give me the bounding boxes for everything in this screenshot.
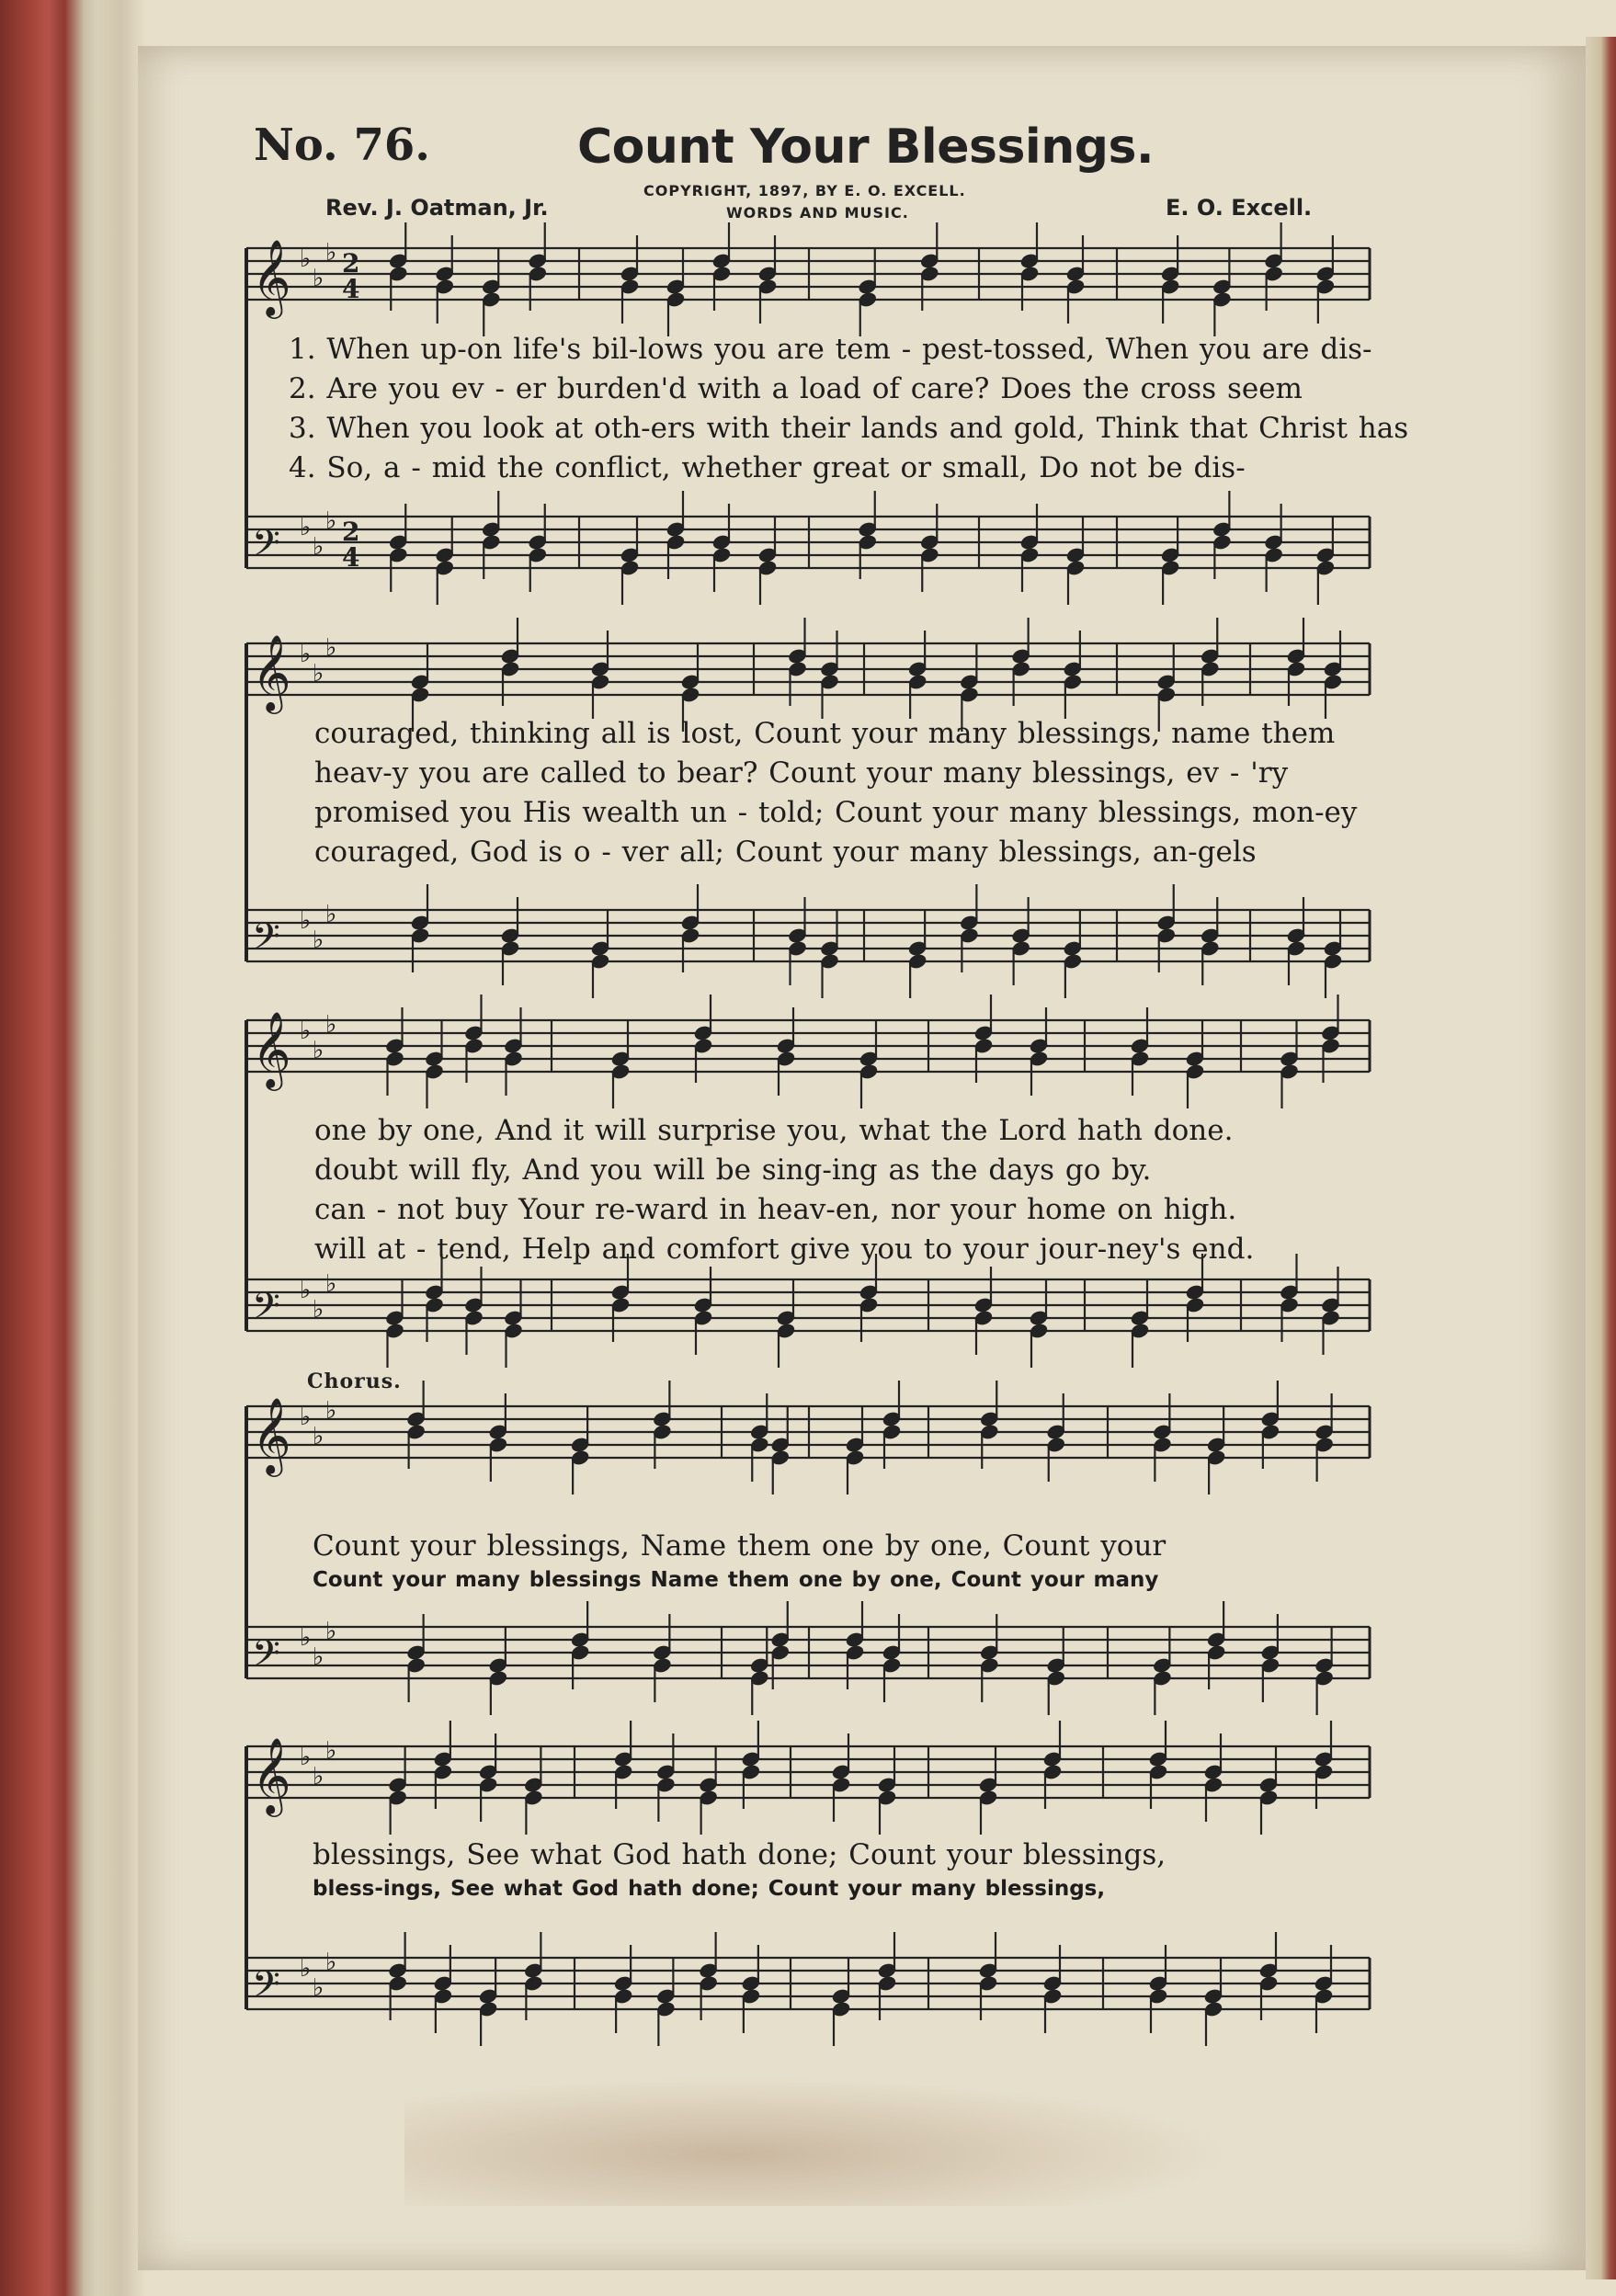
words-music-line: WORDS AND MUSIC.	[726, 204, 909, 222]
svg-text:4: 4	[342, 274, 360, 304]
svg-text:♭: ♭	[325, 507, 337, 535]
svg-text:𝄢: 𝄢	[252, 1963, 280, 2015]
svg-text:♭: ♭	[325, 1949, 337, 1976]
svg-text:4: 4	[342, 542, 360, 573]
svg-text:♭: ♭	[300, 514, 312, 541]
verse-2-line-b: heav-y you are called to bear? Count your many blessings, ev - 'ry	[314, 756, 1289, 790]
svg-text:𝄢: 𝄢	[252, 522, 280, 574]
verse-4-line-c: will at - tend, Help and comfort give you to your jour-ney's end.	[314, 1233, 1255, 1266]
chorus-line-2-bass: bless-ings, See what God hath done; Count your many blessings,	[313, 1877, 1106, 1901]
svg-text:♭: ♭	[325, 1270, 337, 1298]
composer-name: E. O. Excell.	[1166, 195, 1313, 221]
svg-text:♭: ♭	[313, 1643, 324, 1671]
chorus-label: Chorus.	[307, 1370, 402, 1393]
svg-text:2: 2	[342, 517, 360, 547]
svg-text:2: 2	[342, 248, 360, 278]
copyright-line: COPYRIGHT, 1897, BY E. O. EXCELL.	[643, 182, 966, 199]
svg-text:♭: ♭	[313, 265, 324, 292]
svg-text:𝄞: 𝄞	[252, 238, 291, 315]
verse-1-line-a: 1. When up-on life's bil-lows you are tem - pest-tossed, When you are dis-	[289, 333, 1372, 366]
svg-text:𝄞: 𝄞	[252, 1010, 291, 1087]
svg-text:♭: ♭	[300, 1017, 312, 1045]
verse-1-line-b: couraged, thinking all is lost, Count your many blessings, name them	[314, 717, 1336, 750]
svg-text:♭: ♭	[300, 641, 312, 668]
svg-text:𝄞: 𝄞	[252, 633, 291, 710]
svg-text:♭: ♭	[313, 533, 324, 561]
verse-4-line-b: couraged, God is o - ver all; Count your many blessings, an-gels	[314, 835, 1257, 869]
svg-text:♭: ♭	[325, 1737, 337, 1765]
svg-text:𝄞: 𝄞	[252, 1396, 291, 1473]
svg-text:♭: ♭	[300, 1404, 312, 1431]
svg-text:♭: ♭	[313, 1037, 324, 1064]
svg-text:𝄢: 𝄢	[252, 915, 280, 967]
page-water-stain	[404, 2077, 1232, 2206]
svg-text:♭: ♭	[300, 245, 312, 273]
svg-text:♭: ♭	[325, 1618, 337, 1645]
verse-1-line-c: one by one, And it will surprise you, what the Lord hath done.	[314, 1114, 1234, 1147]
svg-text:♭: ♭	[325, 1011, 337, 1039]
svg-text:♭: ♭	[313, 660, 324, 688]
verse-4-line-a: 4. So, a - mid the conflict, whether great or small, Do not be dis-	[289, 451, 1246, 484]
chorus-line-2: blessings, See what God hath done; Count your blessings,	[313, 1838, 1166, 1871]
svg-text:♭: ♭	[300, 1277, 312, 1304]
svg-text:𝄢: 𝄢	[252, 1285, 280, 1336]
verse-2-line-c: doubt will fly, And you will be sing-ing as the days go by.	[314, 1154, 1152, 1187]
verse-2-line-a: 2. Are you ev - er burden'd with a load of care? Does the cross seem	[289, 372, 1303, 405]
chorus-line-1-bass: Count your many blessings Name them one by one, Count your many	[313, 1568, 1159, 1592]
hymn-title: Count Your Blessings.	[577, 119, 1155, 175]
svg-text:𝄢: 𝄢	[252, 1632, 280, 1684]
verse-3-line-b: promised you His wealth un - told; Count your many blessings, mon-ey	[314, 796, 1358, 829]
svg-text:♭: ♭	[325, 634, 337, 662]
verse-3-line-a: 3. When you look at oth-ers with their lands and gold, Think that Christ has	[289, 412, 1409, 445]
svg-text:♭: ♭	[300, 1955, 312, 1983]
svg-text:♭: ♭	[300, 1744, 312, 1771]
svg-text:♭: ♭	[300, 1624, 312, 1652]
chorus-line-1: Count your blessings, Name them one by one, Count your	[313, 1529, 1166, 1563]
svg-text:♭: ♭	[325, 239, 337, 267]
hymn-number: No. 76.	[254, 119, 430, 171]
svg-text:𝄞: 𝄞	[252, 1736, 291, 1813]
svg-text:♭: ♭	[325, 1397, 337, 1425]
verse-3-line-c: can - not buy Your re-ward in heav-en, nor your home on high.	[314, 1193, 1237, 1226]
svg-text:♭: ♭	[325, 901, 337, 928]
svg-text:♭: ♭	[300, 907, 312, 935]
svg-text:♭: ♭	[313, 1296, 324, 1324]
svg-text:♭: ♭	[313, 926, 324, 954]
svg-text:♭: ♭	[313, 1974, 324, 2002]
lyricist-name: Rev. J. Oatman, Jr.	[325, 195, 549, 221]
svg-text:♭: ♭	[313, 1763, 324, 1790]
svg-text:♭: ♭	[313, 1423, 324, 1450]
